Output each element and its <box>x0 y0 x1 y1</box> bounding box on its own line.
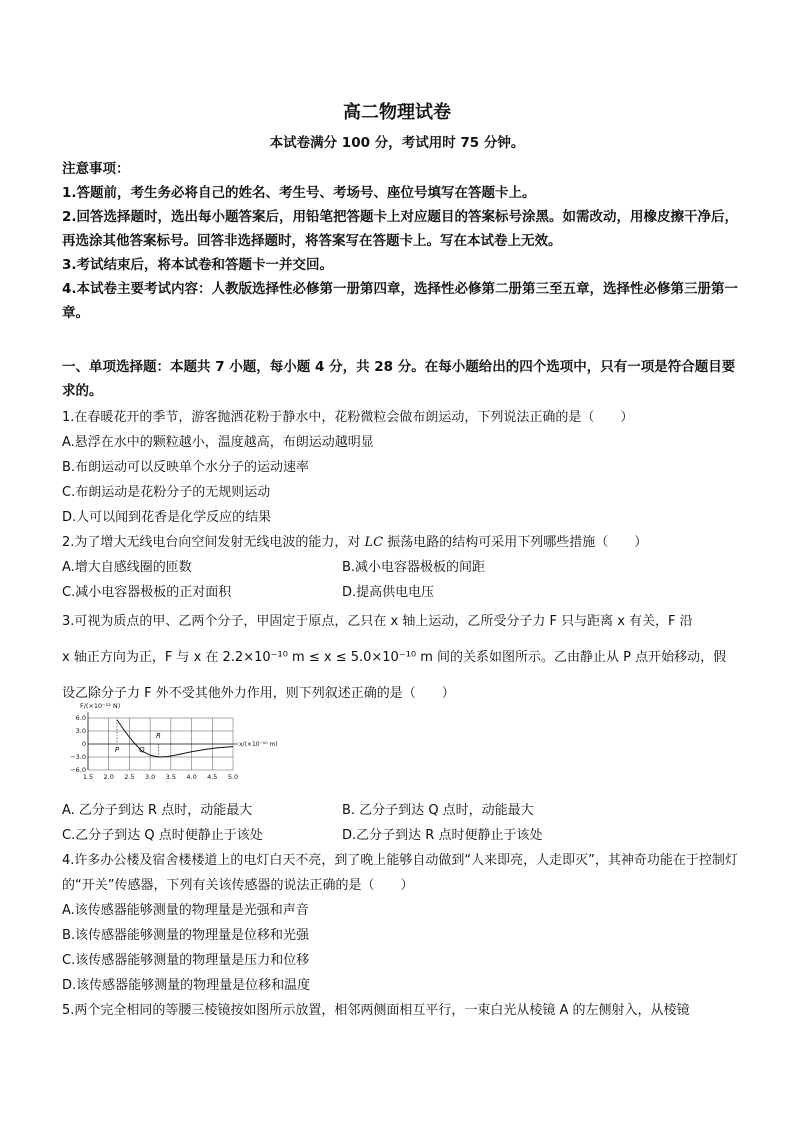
option: B.减小电容器极板的间距 <box>342 560 486 575</box>
option: C.乙分子到达 Q 点时便静止于该处 <box>62 828 263 843</box>
point-label: Q <box>139 746 145 754</box>
point-labels <box>115 720 161 757</box>
option: D.乙分子到达 R 点时便静止于该处 <box>342 828 543 843</box>
x-axis-label: x/(×10⁻¹⁰ m) <box>239 741 278 748</box>
question-stem: 设乙除分子力 F 外不受其他外力作用，则下列叙述正确的是（ ） <box>62 686 455 701</box>
y-axis-label: F/(×10⁻¹² N) <box>80 702 121 710</box>
option: C.该传感器能够测量的物理量是压力和位移 <box>62 953 310 968</box>
option: D.提高供电电压 <box>342 585 435 600</box>
x-tick-label: 3.0 <box>144 773 156 781</box>
x-tick-labels <box>83 773 238 781</box>
question-3 <box>62 604 742 712</box>
note-item: 1.答题前，考生务必将自己的姓名、考生号、考场号、座位号填写在答题卡上。 <box>62 185 536 201</box>
option-row <box>62 798 742 823</box>
question-1 <box>62 405 742 530</box>
question-stem: 4.许多办公楼及宿舍楼楼道上的电灯白天不亮，到了晚上能够自动做到“人来即亮，人走即灭”，其神奇功能在于控制灯的“开关”传感器，下列有关该传感器的说法正确的是（ ） <box>62 853 738 893</box>
x-tick-label: 3.5 <box>165 773 177 781</box>
option-row <box>62 580 742 605</box>
x-tick-label: 2.0 <box>103 773 114 781</box>
y-tick-label: 0 <box>81 740 86 749</box>
option: B.布朗运动可以反映单个水分子的运动速率 <box>62 460 310 475</box>
question-stem: 3.可视为质点的甲、乙两个分子，甲固定于原点，乙只在 x 轴上运动，乙所受分子力 F 只与距离 x 有关，F 沿 <box>62 614 693 629</box>
notes-heading: 注意事项： <box>62 161 130 177</box>
point-label: P <box>114 746 120 754</box>
notes-section <box>62 157 742 325</box>
x-tick-label: 1.5 <box>82 773 94 781</box>
x-tick-label: 4.5 <box>207 773 218 781</box>
option: D.人可以闻到花香是化学反应的结果 <box>62 510 272 525</box>
note-item: 3.考试结束后，将本试卷和答题卡一并交回。 <box>62 257 334 273</box>
x-tick-label: 5.0 <box>227 773 239 781</box>
option: B.该传感器能够测量的物理量是位移和光强 <box>62 928 310 943</box>
question-stem: x 轴正方向为正，F 与 x 在 2.2×10⁻¹⁰ m ≤ x ≤ 5.0×10⁻¹⁰ m 间的关系如图所示。乙由静止从 P 点开始移动，假 <box>62 650 727 665</box>
option: A.悬浮在水中的颗粒越小，温度越高，布朗运动越明显 <box>62 435 374 450</box>
x-tick-label: 2.5 <box>124 773 135 781</box>
question-2 <box>62 530 742 605</box>
stem-text: 2.为了增大无线电台向空间发射无线电波的能力，对 <box>62 535 365 550</box>
y-tick-label: 3.0 <box>75 727 86 736</box>
note-item: 4.本试卷主要考试内容：人教版选择性必修第一册第四章，选择性必修第二册第三至五章，选择性必修第三册第一章。 <box>62 281 739 321</box>
y-tick-label: −3.0 <box>70 753 86 762</box>
y-tick-label: −6.0 <box>70 766 86 775</box>
note-item: 2.回答选择题时，选出每小题答案后，用铅笔把答题卡上对应题目的答案标号涂黑。如需改动，用橡皮擦干净后，再选涂其他答案标号。回答非选择题时，将答案写在答题卡上。写在本试卷上无效。 <box>62 209 739 249</box>
option: B. 乙分子到达 Q 点时，动能最大 <box>342 803 534 818</box>
section-heading: 一、单项选择题：本题共 7 小题，每小题 4 分，共 28 分。在每小题给出的四个选项中，只有一项是符合题目要求的。 <box>62 359 736 399</box>
x-tick-label: 4.0 <box>186 773 197 781</box>
option-row <box>62 823 742 848</box>
option: A.增大自感线圈的匝数 <box>62 560 192 575</box>
question-stem: 1.在春暖花开的季节，游客抛洒花粉于静水中，花粉微粒会做布朗运动，下列说法正确的是（ ） <box>62 410 634 425</box>
page-title: 高二物理试卷 <box>343 102 451 123</box>
y-tick-label: 6.0 <box>75 714 86 723</box>
force-distance-chart <box>58 700 298 792</box>
question-5 <box>62 998 742 1023</box>
force-curve <box>114 720 233 757</box>
option-row <box>62 555 742 580</box>
option: A.该传感器能够测量的物理量是光强和声音 <box>62 903 309 918</box>
exam-subtitle: 本试卷满分 100 分，考试用时 75 分钟。 <box>269 135 525 151</box>
question-stem: 5.两个完全相同的等腰三棱镜按如图所示放置，相邻两侧面相互平行，一束白光从棱镜 A 的左侧射入，从棱镜 <box>62 1003 690 1018</box>
point-label: R <box>155 732 161 740</box>
option: A. 乙分子到达 R 点时，动能最大 <box>62 803 253 818</box>
lc-symbol: LC <box>364 535 384 550</box>
question-stem <box>62 530 742 555</box>
stem-text: 振荡电路的结构可采用下列哪些措施（ ） <box>383 535 648 550</box>
question-4 <box>62 848 742 998</box>
question-3-options <box>62 798 742 848</box>
option: D.该传感器能够测量的物理量是位移和温度 <box>62 978 311 993</box>
y-tick-labels <box>70 714 86 774</box>
option: C.减小电容器极板的正对面积 <box>62 585 232 600</box>
option: C.布朗运动是花粉分子的无规则运动 <box>62 485 271 500</box>
